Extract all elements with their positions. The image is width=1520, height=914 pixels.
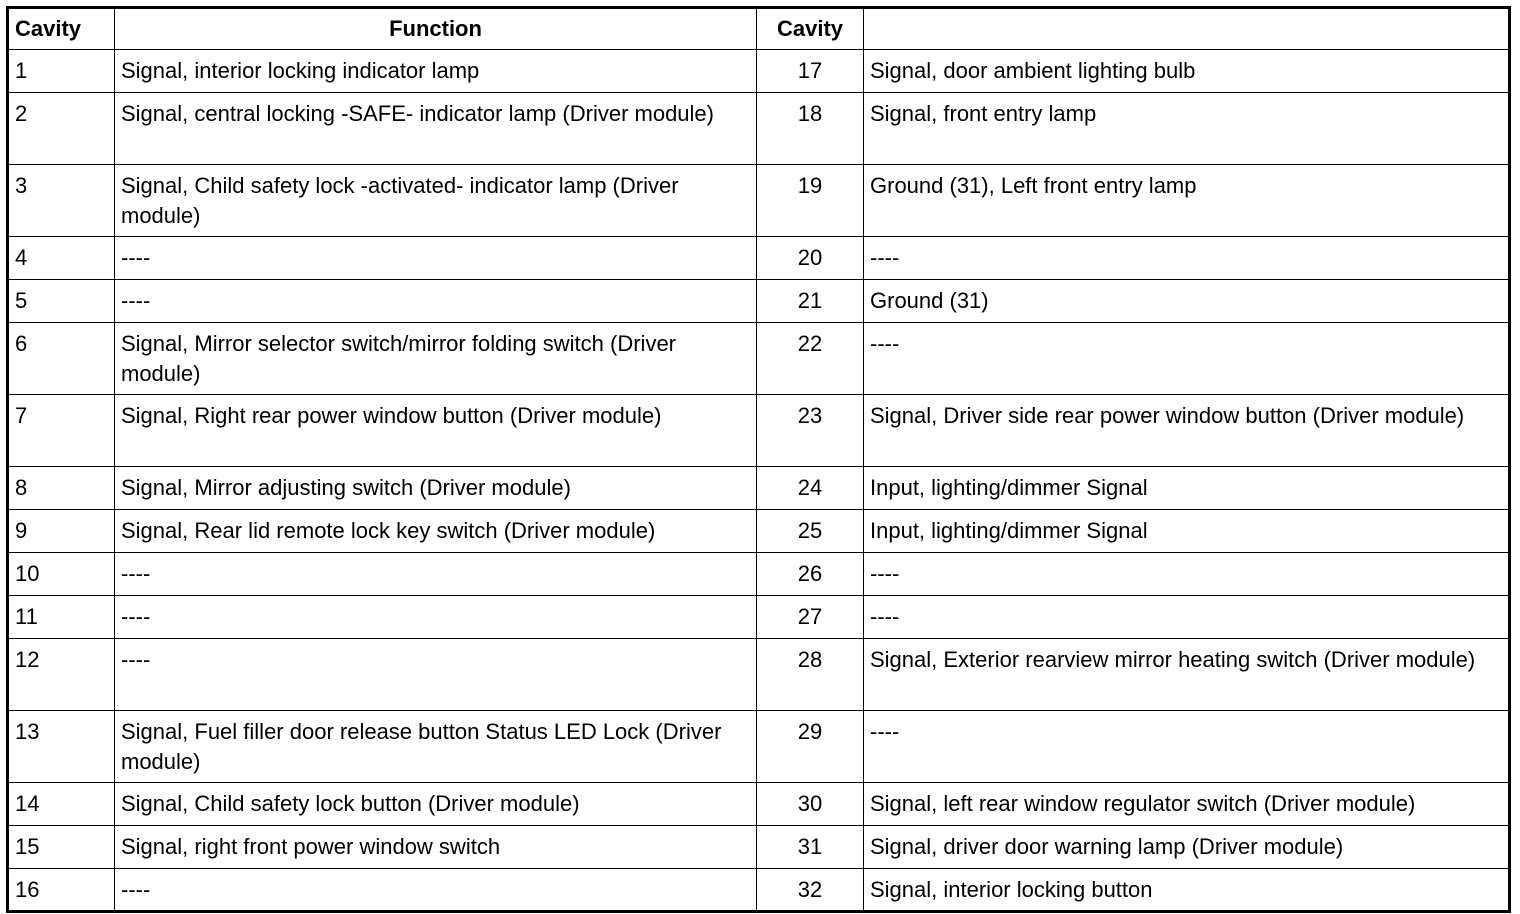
cavity-right-cell: 20 [757,237,864,280]
table-row [8,553,1510,596]
table-row [8,783,1510,826]
function-right-cell: ---- [864,711,1510,783]
cavity-left-cell: 11 [8,596,115,639]
function-left-cell: ---- [115,237,757,280]
function-right-cell: Ground (31), Left front entry lamp [864,165,1510,237]
function-right-cell: Ground (31) [864,280,1510,323]
function-left-cell: Signal, interior locking indicator lamp [115,50,757,93]
table-row [8,826,1510,869]
cavity-right-cell: 26 [757,553,864,596]
cavity-left-cell: 8 [8,467,115,510]
function-right-cell: Signal, Driver side rear power window button (Driver module) [864,395,1510,467]
function-left-cell: ---- [115,869,757,912]
function-right-cell: Signal, Exterior rearview mirror heating switch (Driver module) [864,639,1510,711]
cavity-right-cell: 24 [757,467,864,510]
table-row [8,395,1510,467]
table-row [8,93,1510,165]
cavity-right-cell: 30 [757,783,864,826]
table-row [8,50,1510,93]
function-left-cell: Signal, Mirror selector switch/mirror folding switch (Driver module) [115,323,757,395]
cavity-left-cell: 4 [8,237,115,280]
cavity-right-cell: 18 [757,93,864,165]
cavity-left-cell: 5 [8,280,115,323]
cavity-left-cell: 6 [8,323,115,395]
cavity-left-cell: 3 [8,165,115,237]
function-right-cell: Input, lighting/dimmer Signal [864,467,1510,510]
cavity-left-cell: 1 [8,50,115,93]
function-left-cell: ---- [115,596,757,639]
cavity-left-cell: 2 [8,93,115,165]
cavity-right-cell: 29 [757,711,864,783]
function-right-cell: Signal, left rear window regulator switch (Driver module) [864,783,1510,826]
function-left-cell: Signal, Rear lid remote lock key switch (Driver module) [115,510,757,553]
cavity-left-cell: 12 [8,639,115,711]
cavity-right-cell: 17 [757,50,864,93]
cavity-left-cell: 7 [8,395,115,467]
table-row [8,280,1510,323]
cavity-right-cell: 23 [757,395,864,467]
table-body [8,50,1510,912]
cavity-right-cell: 31 [757,826,864,869]
function-left-cell: ---- [115,280,757,323]
table-row [8,639,1510,711]
cavity-left-cell: 13 [8,711,115,783]
header-function-right [864,8,1510,50]
function-right-cell: Signal, door ambient lighting bulb [864,50,1510,93]
header-cavity-right: Cavity [757,8,864,50]
cavity-right-cell: 25 [757,510,864,553]
cavity-right-cell: 27 [757,596,864,639]
cavity-left-cell: 10 [8,553,115,596]
function-left-cell: Signal, central locking -SAFE- indicator lamp (Driver module) [115,93,757,165]
function-left-cell: Signal, Right rear power window button (Driver module) [115,395,757,467]
function-right-cell: Signal, front entry lamp [864,93,1510,165]
function-left-cell: Signal, right front power window switch [115,826,757,869]
cavity-right-cell: 32 [757,869,864,912]
function-left-cell: Signal, Child safety lock button (Driver module) [115,783,757,826]
table-header-row [8,8,1510,50]
header-cavity-left: Cavity [8,8,115,50]
table-row [8,869,1510,912]
function-left-cell: ---- [115,553,757,596]
function-left-cell: Signal, Mirror adjusting switch (Driver module) [115,467,757,510]
function-left-cell: Signal, Child safety lock -activated- indicator lamp (Driver module) [115,165,757,237]
cavity-function-table [6,6,1511,913]
table-row [8,165,1510,237]
function-right-cell: ---- [864,553,1510,596]
cavity-right-cell: 21 [757,280,864,323]
table-row [8,711,1510,783]
header-function-left: Function [115,8,757,50]
function-left-cell: ---- [115,639,757,711]
function-right-cell: Input, lighting/dimmer Signal [864,510,1510,553]
table-row [8,237,1510,280]
function-right-cell: ---- [864,323,1510,395]
cavity-left-cell: 16 [8,869,115,912]
function-right-cell: Signal, interior locking button [864,869,1510,912]
function-right-cell: ---- [864,596,1510,639]
function-right-cell: ---- [864,237,1510,280]
cavity-left-cell: 14 [8,783,115,826]
table-row [8,596,1510,639]
table-row [8,467,1510,510]
function-left-cell: Signal, Fuel filler door release button Status LED Lock (Driver module) [115,711,757,783]
cavity-right-cell: 22 [757,323,864,395]
cavity-left-cell: 9 [8,510,115,553]
cavity-right-cell: 28 [757,639,864,711]
function-right-cell: Signal, driver door warning lamp (Driver module) [864,826,1510,869]
table-row [8,510,1510,553]
table-row [8,323,1510,395]
cavity-left-cell: 15 [8,826,115,869]
cavity-right-cell: 19 [757,165,864,237]
